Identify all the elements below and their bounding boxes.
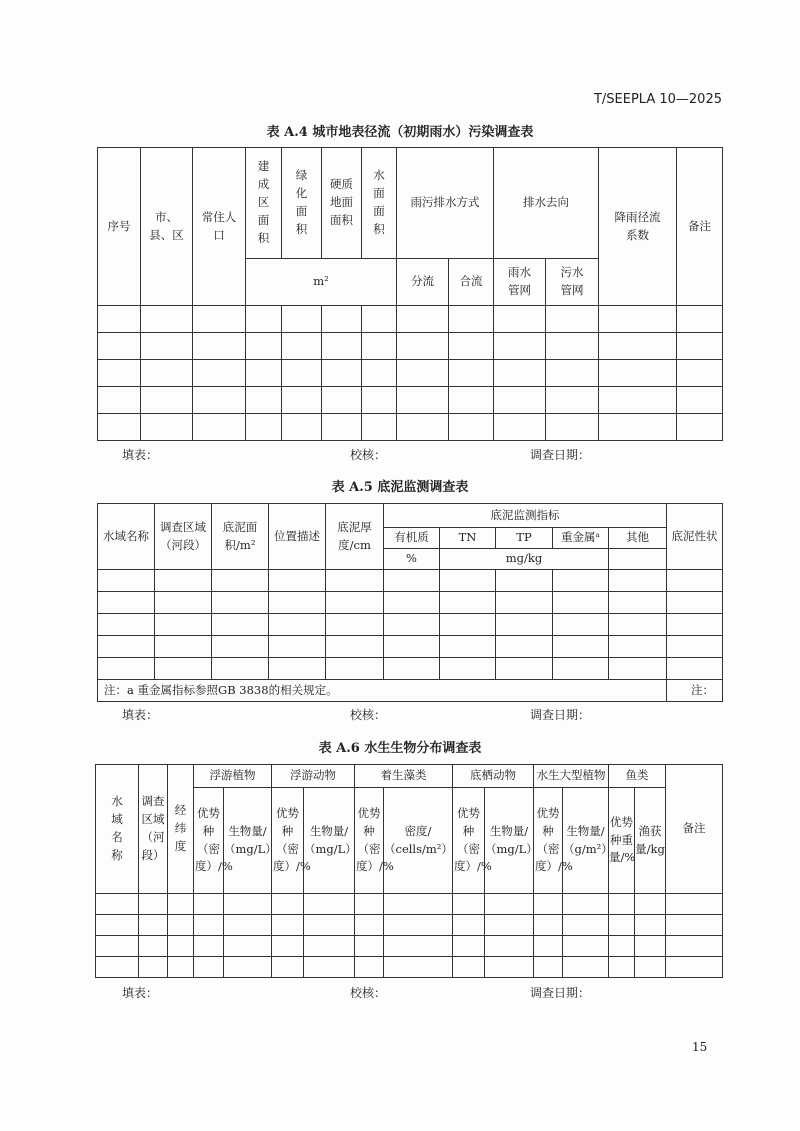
header-tn: TN (440, 528, 496, 549)
table-cell (635, 894, 666, 915)
table-cell (666, 936, 723, 957)
table-cell (496, 592, 553, 614)
table-cell (677, 414, 723, 441)
table-cell (609, 592, 667, 614)
table-cell (155, 636, 212, 658)
table-cell (546, 333, 599, 360)
header-property: 底泥性状 (667, 504, 723, 570)
header-biomass: 生物量/（mg/L） (485, 788, 534, 894)
table-cell (194, 915, 224, 936)
table-cell (496, 570, 553, 592)
table-cell (453, 936, 485, 957)
date-label-a5: 调查日期： (530, 708, 591, 722)
header-dominant: 优势种（密度）/% (194, 788, 224, 894)
table-cell (609, 614, 667, 636)
table-cell (609, 636, 667, 658)
header-thickness: 底泥厚度/cm (326, 504, 384, 570)
table-cell (494, 306, 546, 333)
header-periphyton: 着生藻类 (355, 765, 453, 788)
table-cell (553, 658, 609, 680)
check-label-a6: 校核： (350, 986, 387, 1000)
fill-label-a4: 填表： (122, 448, 159, 462)
table-cell (355, 915, 384, 936)
header-dominant: 优势种（密度）/% (272, 788, 304, 894)
table-cell (272, 894, 304, 915)
table-cell (440, 592, 496, 614)
date-label-a6: 调查日期： (530, 986, 591, 1000)
table-cell (563, 936, 609, 957)
table-cell (355, 957, 384, 978)
table-a4-body (98, 306, 723, 441)
header-density: 密度/（cells/m²） (384, 788, 453, 894)
table-row (96, 936, 723, 957)
standard-code: T/SEEPLA 10—2025 (593, 92, 722, 107)
table-cell (609, 915, 635, 936)
header-other: 其他 (609, 528, 667, 549)
table-cell (667, 614, 723, 636)
table-cell (546, 414, 599, 441)
table-row (98, 592, 723, 614)
table-row (98, 387, 723, 414)
table-cell (384, 936, 453, 957)
table-cell (304, 915, 355, 936)
table-cell (322, 333, 362, 360)
table-cell (667, 658, 723, 680)
header-unit-pct: % (384, 549, 440, 570)
table-cell (322, 306, 362, 333)
header-sewage-pipe: 污水管网 (546, 259, 599, 306)
table-cell (609, 658, 667, 680)
header-unit-m2: m² (246, 259, 397, 306)
table-cell (139, 894, 168, 915)
table-cell (98, 592, 155, 614)
table-cell (246, 333, 282, 360)
header-heavy-metal: 重金属ᵃ (553, 528, 609, 549)
table-cell (139, 957, 168, 978)
table-cell (449, 414, 494, 441)
table-cell (212, 592, 269, 614)
table-cell (677, 306, 723, 333)
table-cell (246, 414, 282, 441)
table-cell (224, 957, 272, 978)
header-water-name: 水域名称 (98, 504, 155, 570)
table-cell (322, 414, 362, 441)
table-cell (563, 957, 609, 978)
table-cell (326, 592, 384, 614)
header-zooplankton: 浮游动物 (272, 765, 355, 788)
table-cell (272, 915, 304, 936)
header-catch: 渔获量/kg (635, 788, 666, 894)
table-cell (269, 592, 326, 614)
table-cell (599, 414, 677, 441)
table-cell (485, 957, 534, 978)
header-biomass-gm2: 生物量/（g/m²） (563, 788, 609, 894)
table-cell (168, 936, 194, 957)
table-cell (98, 306, 141, 333)
table-cell (485, 936, 534, 957)
table-cell (246, 360, 282, 387)
header-sediment-area: 底泥面积/m² (212, 504, 269, 570)
table-cell (599, 360, 677, 387)
header-latlon: 经纬度 (168, 765, 194, 894)
table-cell (96, 915, 139, 936)
table-cell (384, 658, 440, 680)
table-cell (485, 915, 534, 936)
table-cell (362, 333, 397, 360)
header-organic: 有机质 (384, 528, 440, 549)
table-cell (494, 414, 546, 441)
header-remarks: 备注 (666, 765, 723, 894)
table-row (98, 360, 723, 387)
header-indicators: 底泥监测指标 (384, 504, 667, 528)
header-runoff-coef: 降雨径流系数 (599, 148, 677, 306)
table-cell (141, 414, 193, 441)
table-cell (362, 360, 397, 387)
table-cell (269, 658, 326, 680)
table-cell (168, 915, 194, 936)
table-cell (609, 957, 635, 978)
table-cell (282, 387, 322, 414)
page-number: 15 (692, 1040, 708, 1054)
header-dominant: 优势种（密度）/% (534, 788, 563, 894)
table-cell (496, 614, 553, 636)
table-row (96, 915, 723, 936)
table-cell (322, 360, 362, 387)
table-cell (453, 957, 485, 978)
table-cell (384, 570, 440, 592)
header-area: 调查区域（河段） (139, 765, 168, 894)
table-cell (609, 894, 635, 915)
table-cell (635, 936, 666, 957)
table-a6-body (96, 894, 723, 978)
table-cell (96, 894, 139, 915)
table-cell (98, 636, 155, 658)
table-cell (168, 957, 194, 978)
table-cell (269, 570, 326, 592)
header-population: 常住人口 (193, 148, 246, 306)
table-cell (553, 570, 609, 592)
table-cell (212, 570, 269, 592)
table-cell (362, 414, 397, 441)
table-cell (193, 414, 246, 441)
table-cell (677, 333, 723, 360)
table-cell (224, 894, 272, 915)
table-row (98, 333, 723, 360)
header-county: 市、县、区 (141, 148, 193, 306)
header-drain-dest: 排水去向 (494, 148, 599, 259)
table-cell (563, 915, 609, 936)
table-cell (155, 592, 212, 614)
table-cell (304, 894, 355, 915)
table-cell (362, 387, 397, 414)
table-cell (98, 360, 141, 387)
table-cell (599, 387, 677, 414)
table-a6-title: 表 A.6 水生生物分布调查表 (318, 741, 482, 756)
table-cell (246, 306, 282, 333)
table-cell (384, 957, 453, 978)
table-cell (269, 614, 326, 636)
table-cell (141, 333, 193, 360)
table-cell (397, 306, 449, 333)
table-cell (667, 570, 723, 592)
table-row (98, 614, 723, 636)
table-cell (168, 894, 194, 915)
table-row (98, 414, 723, 441)
table-cell (224, 936, 272, 957)
table-a5-body (98, 570, 723, 680)
table-cell (397, 333, 449, 360)
table-cell (667, 636, 723, 658)
table-cell (269, 636, 326, 658)
table-cell (193, 360, 246, 387)
table-cell (485, 894, 534, 915)
table-cell (362, 306, 397, 333)
header-tp: TP (496, 528, 553, 549)
table-a4-title: 表 A.4 城市地表径流（初期雨水）污染调查表 (266, 125, 534, 140)
table-cell (440, 614, 496, 636)
table-cell (635, 957, 666, 978)
table-cell (246, 387, 282, 414)
table-cell (98, 414, 141, 441)
table-cell (98, 614, 155, 636)
table-cell (609, 570, 667, 592)
table-cell (496, 658, 553, 680)
table-cell (449, 387, 494, 414)
table-row (98, 570, 723, 592)
header-serial: 序号 (98, 148, 141, 306)
table-cell (453, 915, 485, 936)
header-built-area: 建成区面积 (246, 148, 282, 259)
header-fish: 鱼类 (609, 765, 666, 788)
table-row (98, 306, 723, 333)
table-cell (666, 915, 723, 936)
table-cell (96, 957, 139, 978)
table-cell (155, 570, 212, 592)
header-rain-pipe: 雨水管网 (494, 259, 546, 306)
table-cell (563, 894, 609, 915)
table-cell (304, 957, 355, 978)
table-cell (384, 592, 440, 614)
table-cell (193, 306, 246, 333)
table-cell (155, 658, 212, 680)
table-cell (609, 936, 635, 957)
fill-label-a5: 填表： (122, 708, 159, 722)
table-cell (599, 306, 677, 333)
table-cell (449, 360, 494, 387)
header-hard-area: 硬质地面面积 (322, 148, 362, 259)
table-a5-note: 注：a 重金属指标参照GB 3838的相关规定。 (98, 680, 667, 702)
table-cell (553, 592, 609, 614)
table-cell (194, 957, 224, 978)
table-a4 (97, 147, 723, 441)
header-drain-mode: 雨污排水方式 (397, 148, 494, 259)
table-cell (98, 658, 155, 680)
table-cell (677, 360, 723, 387)
table-cell (494, 360, 546, 387)
header-combined: 合流 (449, 259, 494, 306)
table-cell (397, 387, 449, 414)
table-cell (534, 936, 563, 957)
header-location: 位置描述 (269, 504, 326, 570)
table-cell (96, 936, 139, 957)
table-cell (304, 936, 355, 957)
header-water-area: 水面面积 (362, 148, 397, 259)
table-a6 (95, 764, 723, 978)
table-cell (193, 387, 246, 414)
table-cell (534, 957, 563, 978)
table-cell (449, 306, 494, 333)
table-cell (194, 894, 224, 915)
table-cell (440, 570, 496, 592)
header-macrophyte: 水生大型植物 (534, 765, 609, 788)
table-a5-note-right: 注： (667, 680, 723, 702)
table-cell (546, 360, 599, 387)
table-cell (553, 636, 609, 658)
table-cell (494, 333, 546, 360)
table-cell (282, 333, 322, 360)
table-cell (494, 387, 546, 414)
table-cell (534, 915, 563, 936)
table-cell (397, 360, 449, 387)
header-unit-mgkg: mg/kg (440, 549, 609, 570)
table-cell (546, 306, 599, 333)
table-cell (677, 387, 723, 414)
table-row (96, 957, 723, 978)
table-cell (282, 360, 322, 387)
table-cell (355, 894, 384, 915)
table-cell (98, 570, 155, 592)
table-cell (666, 957, 723, 978)
table-cell (322, 387, 362, 414)
table-cell (326, 658, 384, 680)
header-water-name: 水域名称 (96, 765, 139, 894)
table-cell (534, 894, 563, 915)
table-cell (212, 636, 269, 658)
table-cell (194, 936, 224, 957)
header-area: 调查区域（河段） (155, 504, 212, 570)
table-cell (440, 658, 496, 680)
table-cell (667, 592, 723, 614)
table-cell (272, 957, 304, 978)
table-cell (384, 915, 453, 936)
fill-label-a6: 填表： (122, 986, 159, 1000)
check-label-a5: 校核： (350, 708, 387, 722)
table-cell (440, 636, 496, 658)
table-cell (98, 333, 141, 360)
table-cell (553, 614, 609, 636)
table-row (96, 894, 723, 915)
header-benthos: 底栖动物 (453, 765, 534, 788)
header-dominant: 优势种（密度）/% (355, 788, 384, 894)
table-a5-title: 表 A.5 底泥监测调查表 (331, 480, 469, 495)
table-cell (453, 894, 485, 915)
table-cell (282, 306, 322, 333)
table-cell (635, 915, 666, 936)
table-cell (272, 936, 304, 957)
header-dominant: 优势种（密度）/% (453, 788, 485, 894)
table-cell (355, 936, 384, 957)
header-dominant-weight: 优势种重量/% (609, 788, 635, 894)
table-cell (397, 414, 449, 441)
table-row (98, 658, 723, 680)
table-cell (193, 333, 246, 360)
table-cell (141, 306, 193, 333)
header-biomass: 生物量/（mg/L） (224, 788, 272, 894)
table-cell (141, 387, 193, 414)
table-cell (212, 614, 269, 636)
table-cell (326, 636, 384, 658)
table-cell (546, 387, 599, 414)
table-cell (326, 570, 384, 592)
header-green-area: 绿化面积 (282, 148, 322, 259)
table-cell (599, 333, 677, 360)
header-biomass: 生物量/（mg/L） (304, 788, 355, 894)
table-cell (139, 936, 168, 957)
empty-cell (609, 549, 667, 570)
header-separate: 分流 (397, 259, 449, 306)
table-cell (496, 636, 553, 658)
table-cell (98, 387, 141, 414)
table-cell (384, 614, 440, 636)
table-cell (139, 915, 168, 936)
table-cell (141, 360, 193, 387)
table-cell (666, 894, 723, 915)
check-label-a4: 校核： (350, 448, 387, 462)
table-a5 (97, 503, 723, 702)
table-cell (384, 894, 453, 915)
date-label-a4: 调查日期： (530, 448, 591, 462)
table-row (98, 636, 723, 658)
table-cell (282, 414, 322, 441)
table-cell (224, 915, 272, 936)
table-cell (212, 658, 269, 680)
header-phytoplankton: 浮游植物 (194, 765, 272, 788)
table-cell (384, 636, 440, 658)
header-remarks: 备注 (677, 148, 723, 306)
table-cell (155, 614, 212, 636)
table-cell (449, 333, 494, 360)
table-cell (326, 614, 384, 636)
